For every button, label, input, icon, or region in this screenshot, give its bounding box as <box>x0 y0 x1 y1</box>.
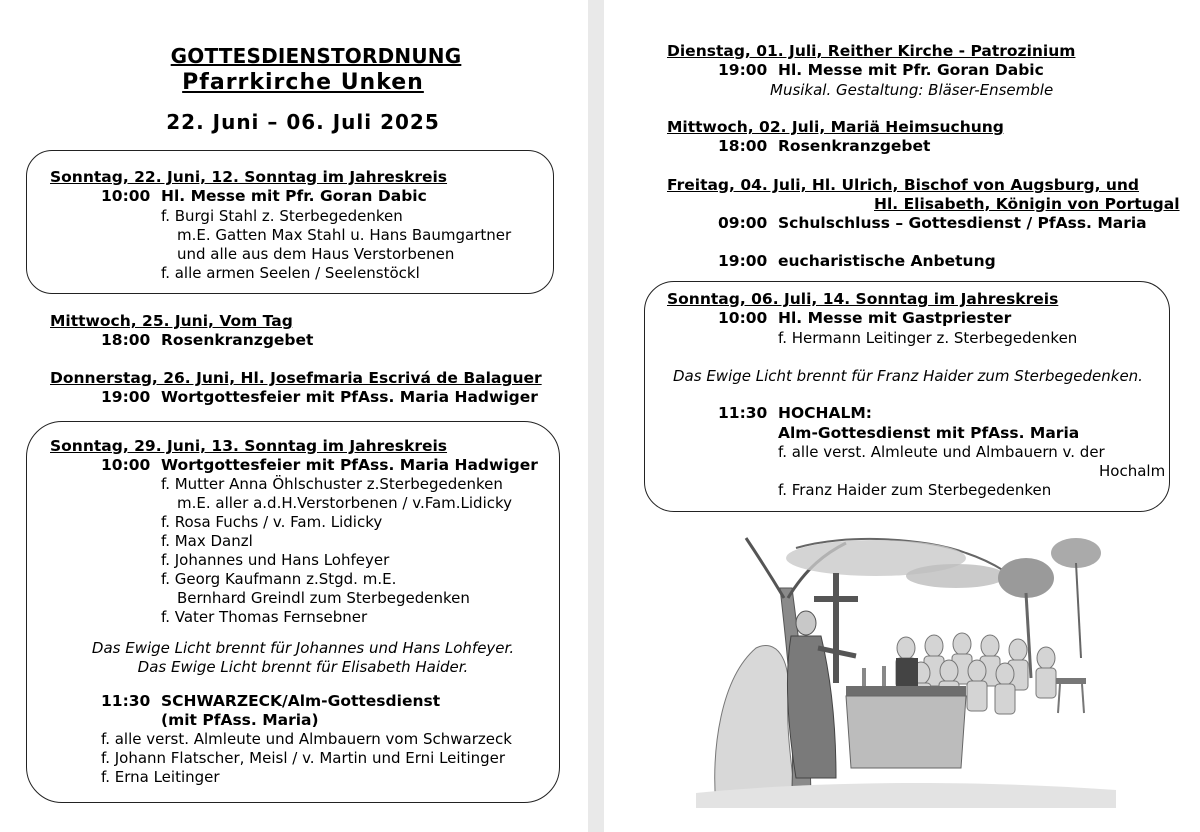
intention-line: f. Franz Haider zum Sterbegedenken <box>778 481 1052 499</box>
service-time: 10:00 <box>718 309 768 327</box>
service-time: 10:00 <box>101 187 151 205</box>
sunday-06-header: Sonntag, 06. Juli, 14. Sonntag im Jahreskreis <box>667 290 1059 308</box>
eternal-light-note: Das Ewige Licht brennt für Franz Haider zum Sterbegedenken. <box>673 367 1143 385</box>
service-title: eucharistische Anbetung <box>778 252 996 270</box>
service-title: Wortgottesfeier mit PfAss. Maria Hadwiger <box>161 388 538 406</box>
friday-04-header-cont: Hl. Elisabeth, Königin von Portugal <box>874 195 1180 213</box>
service-title: Rosenkranzgebet <box>778 137 931 155</box>
service-subtitle: (mit PfAss. Maria) <box>161 711 319 729</box>
hochalm-service <box>718 404 872 422</box>
intention-line: f. Mutter Anna Öhlschuster z.Sterbegedenken <box>161 475 503 493</box>
intention-line: f. Vater Thomas Fernsebner <box>161 608 368 626</box>
tuesday-01-service <box>718 61 1044 79</box>
intention-line: Hochalm <box>1099 462 1166 480</box>
service-time: 19:00 <box>718 252 768 270</box>
intention-line: Bernhard Greindl zum Sterbegedenken <box>177 589 470 607</box>
intention-line: und alle aus dem Haus Verstorbenen <box>177 245 455 263</box>
service-title: SCHWARZECK/Alm-Gottesdienst <box>161 692 441 710</box>
service-time: 19:00 <box>718 61 768 79</box>
service-time: 11:30 <box>101 692 151 710</box>
wednesday-25-service <box>101 331 313 349</box>
intention-line: f. Erna Leitinger <box>101 768 220 786</box>
intention-line: f. Johann Flatscher, Meisl / v. Martin und Erni Leitinger <box>101 749 506 767</box>
right-page <box>604 0 1200 832</box>
service-time: 09:00 <box>718 214 768 232</box>
tuesday-01-header: Dienstag, 01. Juli, Reither Kirche - Patrozinium <box>667 42 1076 60</box>
sunday-06-service <box>718 309 1011 327</box>
friday-04-adoration <box>718 252 996 270</box>
service-title: Schulschluss – Gottesdienst / PfAss. Maria <box>778 214 1147 232</box>
friday-04-service <box>718 214 1147 232</box>
intention-line: f. Max Danzl <box>161 532 253 550</box>
thursday-26-service <box>101 388 538 406</box>
wednesday-25-header: Mittwoch, 25. Juni, Vom Tag <box>50 312 293 330</box>
wednesday-02-service <box>718 137 930 155</box>
intention-line: f. Rosa Fuchs / v. Fam. Lidicky <box>161 513 383 531</box>
service-title: Hl. Messe mit Pfr. Goran Dabic <box>161 187 427 205</box>
intention-line: f. alle verst. Almleute und Almbauern v. der <box>778 443 1105 461</box>
service-title: Wortgottesfeier mit PfAss. Maria Hadwiger <box>161 456 538 474</box>
sunday-29-header: Sonntag, 29. Juni, 13. Sonntag im Jahreskreis <box>50 437 448 455</box>
friday-04-header: Freitag, 04. Juli, Hl. Ulrich, Bischof von Augsburg, und <box>667 176 1140 194</box>
service-title: HOCHALM: <box>778 404 872 422</box>
date-range: 22. Juni – 06. Juli 2025 <box>166 110 440 134</box>
service-title: Hl. Messe mit Gastpriester <box>778 309 1012 327</box>
service-time: 18:00 <box>101 331 151 349</box>
page-title: GOTTESDIENSTORDNUNG <box>170 44 462 68</box>
intention-line: f. Johannes und Hans Lohfeyer <box>161 551 390 569</box>
intention-line: f. Burgi Stahl z. Sterbegedenken <box>161 207 403 225</box>
intention-line: f. alle armen Seelen / Seelenstöckl <box>161 264 420 282</box>
service-title: Hl. Messe mit Pfr. Goran Dabic <box>778 61 1044 79</box>
intention-line: m.E. aller a.d.H.Verstorbenen / v.Fam.Lidicky <box>177 494 513 512</box>
service-time: 10:00 <box>101 456 151 474</box>
wednesday-02-header: Mittwoch, 02. Juli, Mariä Heimsuchung <box>667 118 1004 136</box>
music-note: Musikal. Gestaltung: Bläser-Ensemble <box>770 81 1054 99</box>
schwarzeck-service <box>101 692 440 710</box>
thursday-26-header: Donnerstag, 26. Juni, Hl. Josefmaria Escrivá de Balaguer <box>50 369 542 387</box>
intention-line: f. alle verst. Almleute und Almbauern vom Schwarzeck <box>101 730 512 748</box>
eternal-light-note: Das Ewige Licht brennt für Elisabeth Haider. <box>137 658 469 676</box>
service-subtitle: Alm-Gottesdienst mit PfAss. Maria <box>778 424 1080 442</box>
sunday-22-header: Sonntag, 22. Juni, 12. Sonntag im Jahreskreis <box>50 168 448 186</box>
intention-line: m.E. Gatten Max Stahl u. Hans Baumgartner <box>177 226 512 244</box>
service-time: 19:00 <box>101 388 151 406</box>
sunday-29-service <box>101 456 538 474</box>
intention-line: f. Georg Kaufmann z.Stgd. m.E. <box>161 570 397 588</box>
sunday-22-service <box>101 187 427 205</box>
service-title: Rosenkranzgebet <box>161 331 314 349</box>
intention-line: f. Hermann Leitinger z. Sterbegedenken <box>778 329 1078 347</box>
service-time: 18:00 <box>718 137 768 155</box>
outdoor-mass-illustration <box>696 528 1116 808</box>
left-page <box>0 0 588 832</box>
church-name: Pfarrkirche Unken <box>182 70 424 95</box>
eternal-light-note: Das Ewige Licht brennt für Johannes und Hans Lohfeyer. <box>91 639 515 657</box>
service-time: 11:30 <box>718 404 768 422</box>
